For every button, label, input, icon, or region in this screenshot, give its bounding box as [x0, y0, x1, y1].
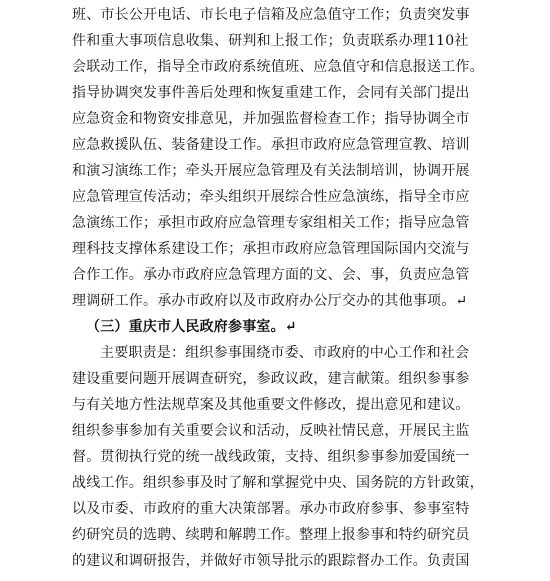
paragraph-line: 和演习演练工作；牵头开展应急管理及有关法制培训，协调开展	[72, 163, 470, 179]
paragraph-line: 急演练工作；承担市政府应急管理专家组相关工作；指导应急管	[72, 215, 470, 231]
paragraph-line: 理科技支撑体系建设工作；承担市政府应急管理国际国内交流与	[72, 241, 470, 257]
paragraph-line: 应急管理宣传活动；牵头组织开展综合性应急演练，指导全市应	[72, 189, 470, 205]
paragraph-line: 理调研工作。承办市政府以及市政府办公厅交办的其他事项。↵	[72, 293, 468, 309]
paragraph-line: 件和重大事项信息收集、研判和上报工作；负责联系办理110社	[72, 33, 469, 49]
section-heading: （三）重庆市人民政府参事室。↵	[86, 319, 297, 335]
paragraph-line: 建设重要问题开展调查研究，参政议政，建言献策。组织参事参	[72, 371, 470, 387]
paragraph-line: 组织参事参加有关重要会议和活动，反映社情民意，开展民主监	[72, 423, 470, 439]
paragraph-line: 主要职责是：组织参事围绕市委、市政府的中心工作和社会	[100, 345, 470, 361]
paragraph-line: 战线工作。组织参事及时了解和掌握党中央、国务院的方针政策，	[72, 475, 484, 491]
paragraph-line: 以及市委、市政府的重大决策部署。承办市政府参事、参事室特	[72, 501, 470, 517]
paragraph-line: 应急资金和物资安排意见，并加强监督检查工作；指导协调全市	[72, 111, 470, 127]
paragraph-line: 班、市长公开电话、市长电子信箱及应急值守工作；负责突发事	[72, 7, 470, 23]
paragraph-line: 会联动工作，指导全市政府系统值班、应急值守和信息报送工作。	[72, 59, 484, 75]
paragraph-line: 与有关地方性法规草案及其他重要文件修改，提出意见和建议。	[72, 397, 470, 413]
paragraph-line: 应急救援队伍、装备建设工作。承担市政府应急管理宣教、培训	[72, 137, 470, 153]
paragraph-line: 指导协调突发事件善后处理和恢复重建工作，会同有关部门提出	[72, 85, 470, 101]
paragraph-line: 约研究员的选聘、续聘和解聘工作。整理上报参事和特约研究员	[72, 527, 470, 543]
paragraph-line: 合作工作。承办市政府应急管理方面的文、会、事，负责应急管	[72, 267, 470, 283]
paragraph-line: 的建议和调研报告，并做好市领导批示的跟踪督办工作。负责国	[72, 553, 470, 569]
paragraph-line: 督。贯彻执行党的统一战线政策，支持、组织参事参加爱国统一	[72, 449, 470, 465]
